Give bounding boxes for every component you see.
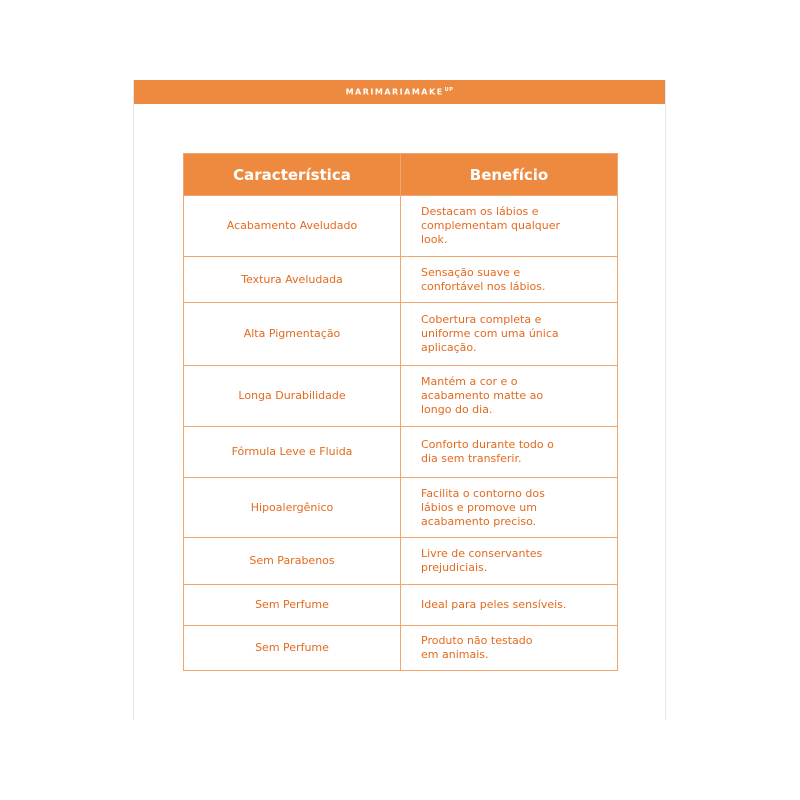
benefit-cell: Produto não testado em animais. [401, 626, 618, 671]
brand-logo [346, 87, 454, 97]
feature-cell: Fórmula Leve e Fluida [184, 427, 401, 478]
feature-cell: Sem Perfume [184, 626, 401, 671]
benefit-cell: Conforto durante todo o dia sem transferir. [401, 427, 618, 478]
header-benefit: Benefício [401, 154, 618, 196]
benefit-cell: Mantém a cor e o acabamento matte ao longo do dia. [401, 366, 618, 427]
table-row [184, 478, 618, 538]
feature-cell: Sem Perfume [184, 585, 401, 626]
benefit-cell: Cobertura completa e uniforme com uma única aplicação. [401, 303, 618, 366]
brand-name: MARIMARIAMAKE [345, 87, 444, 97]
table-header-row [184, 154, 618, 196]
table-row [184, 538, 618, 585]
table-row [184, 585, 618, 626]
feature-cell: Hipoalergênico [184, 478, 401, 538]
brand-header-bar [134, 80, 665, 104]
benefit-cell: Livre de conservantes prejudiciais. [401, 538, 618, 585]
table-row [184, 626, 618, 671]
features-table [183, 153, 618, 671]
feature-cell: Sem Parabenos [184, 538, 401, 585]
header-feature: Característica [184, 154, 401, 196]
table-row [184, 427, 618, 478]
table-row [184, 303, 618, 366]
table-row [184, 366, 618, 427]
brand-name-sup: UP [444, 87, 454, 94]
feature-cell: Acabamento Aveludado [184, 196, 401, 257]
benefit-cell: Sensação suave e confortável nos lábios. [401, 257, 618, 303]
benefit-cell: Destacam os lábios e complementam qualquer look. [401, 196, 618, 257]
feature-cell: Alta Pigmentação [184, 303, 401, 366]
benefit-cell: Facilita o contorno dos lábios e promove um acabamento preciso. [401, 478, 618, 538]
benefit-cell: Ideal para peles sensíveis. [401, 585, 618, 626]
feature-cell: Textura Aveludada [184, 257, 401, 303]
feature-cell: Longa Durabilidade [184, 366, 401, 427]
table-row [184, 196, 618, 257]
table-row [184, 257, 618, 303]
product-info-page [133, 80, 666, 720]
